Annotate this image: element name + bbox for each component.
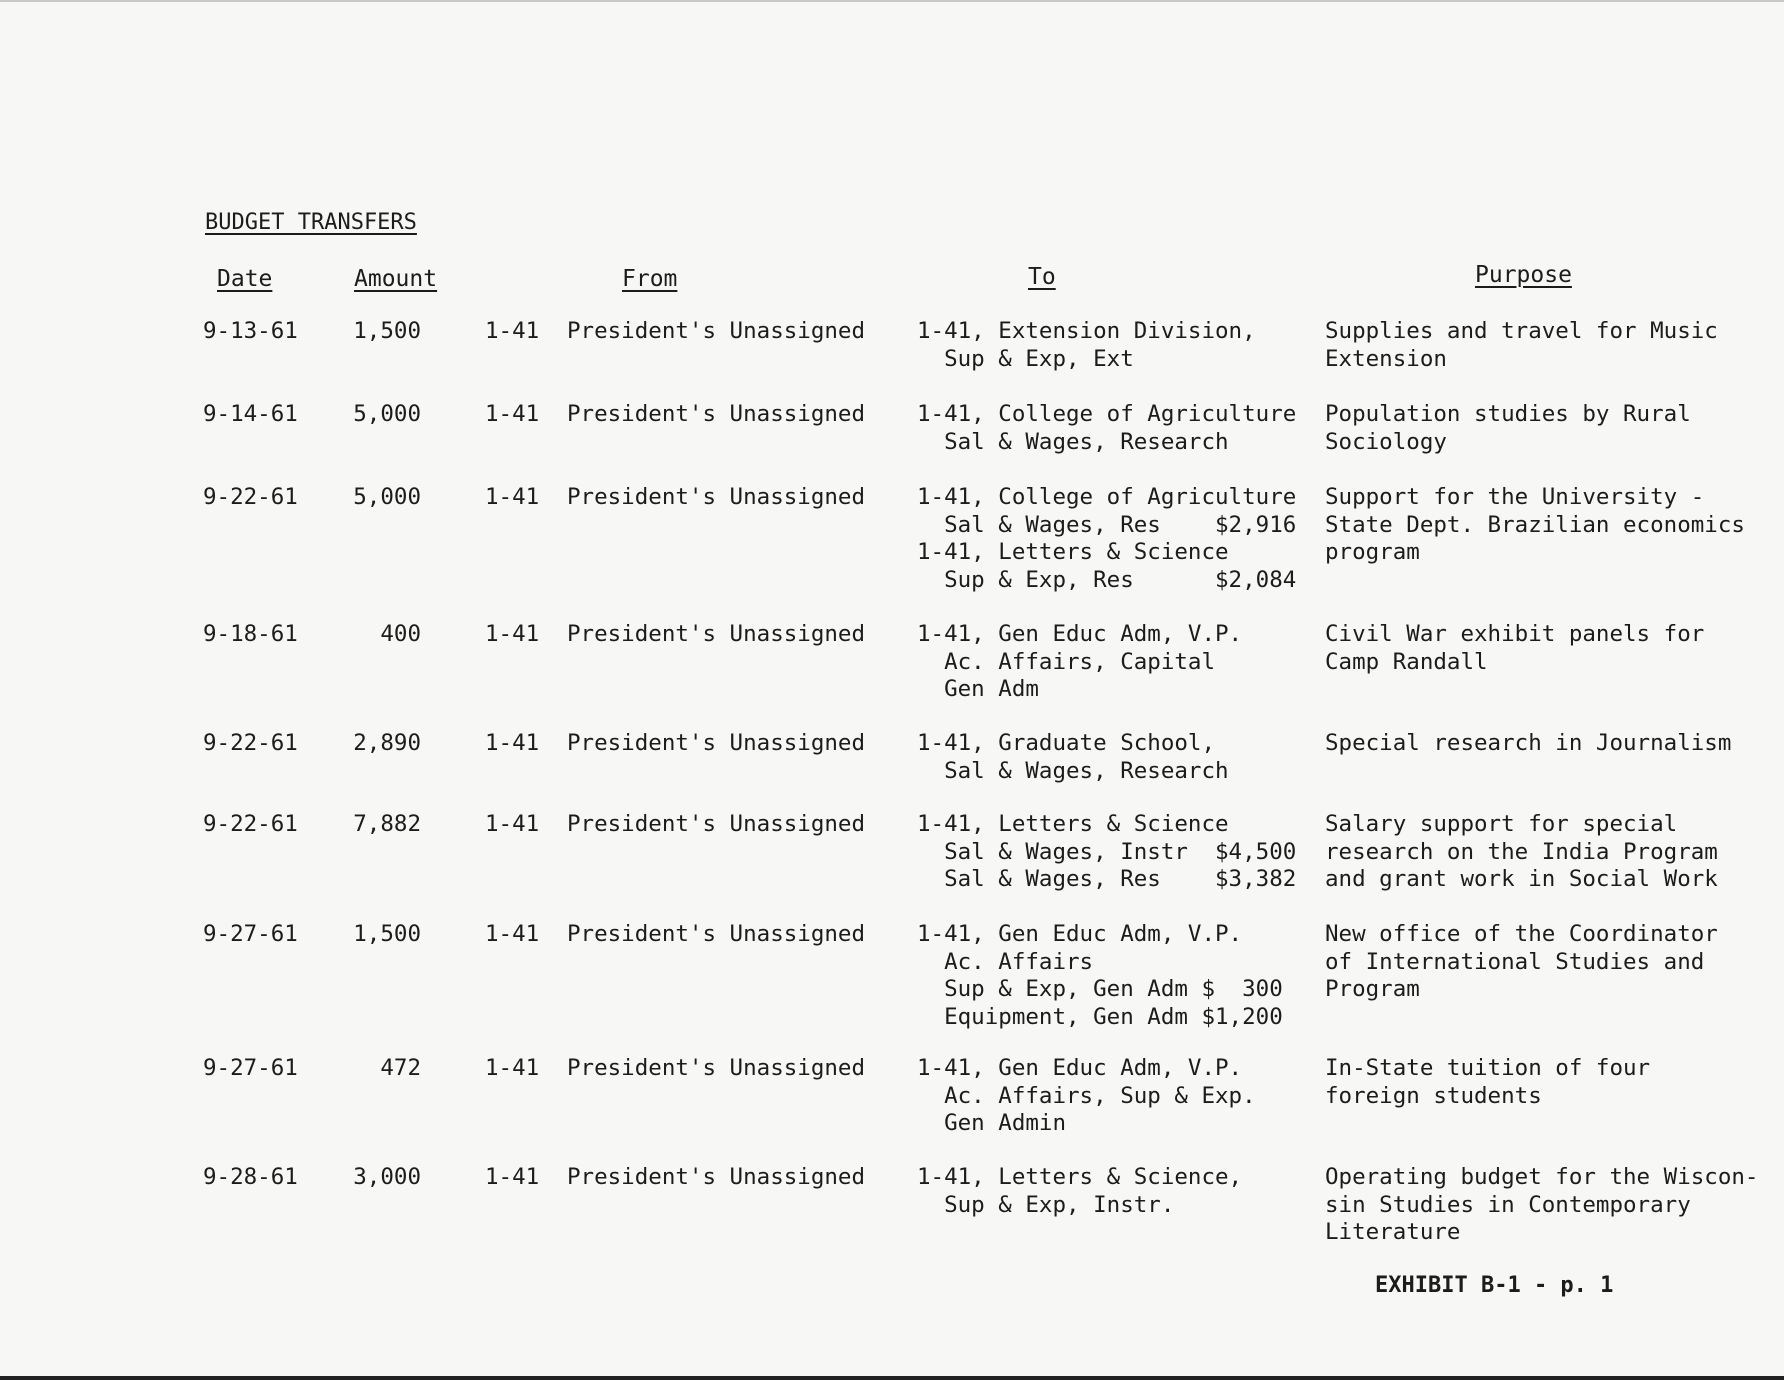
- purpose-line: and grant work in Social Work: [1325, 866, 1718, 892]
- transfer-date: 9-22-61: [203, 730, 298, 756]
- transfer-purpose: [1325, 401, 1691, 456]
- to-account-line: Sup & Exp, Ext: [917, 345, 1134, 372]
- purpose-line: State Dept. Brazilian economics: [1325, 511, 1745, 538]
- purpose-line: New office of the Coordinator: [1325, 921, 1718, 947]
- from-account-name: President's Unassigned: [567, 921, 866, 947]
- from-account-code: 1-41: [485, 401, 540, 427]
- column-header-purpose: Purpose: [1475, 262, 1572, 288]
- purpose-line: foreign students: [1325, 1082, 1542, 1109]
- from-account-name: President's Unassigned: [567, 1164, 866, 1190]
- to-account-line: 1-41, College of Agriculture: [917, 401, 1297, 427]
- to-account-line: 1-41, Extension Division,: [917, 318, 1256, 344]
- column-header-to: To: [1028, 264, 1056, 290]
- to-account-line: Sal & Wages, Research: [917, 428, 1229, 455]
- page-bottom-edge: [0, 1376, 1784, 1380]
- transfer-amount: 472: [380, 1055, 421, 1081]
- to-account-line: Gen Adm: [917, 676, 1039, 702]
- purpose-line: Support for the University -: [1325, 484, 1705, 510]
- purpose-line: Special research in Journalism: [1325, 730, 1732, 756]
- to-account: [917, 484, 1296, 594]
- to-account: [917, 621, 1242, 704]
- to-account-line: 1-41, Letters & Science,: [917, 1164, 1243, 1190]
- transfer-amount: 400: [380, 621, 421, 647]
- from-account-code: 1-41: [485, 730, 540, 756]
- transfer-purpose: [1325, 921, 1718, 1004]
- purpose-line: Civil War exhibit panels for: [1325, 621, 1705, 647]
- transfer-amount: 2,890: [353, 730, 421, 756]
- column-header-date: Date: [217, 266, 273, 292]
- purpose-line: Population studies by Rural: [1325, 401, 1691, 427]
- to-account-line: Sal & Wages, Res $3,382: [917, 866, 1297, 892]
- purpose-line: Literature: [1325, 1219, 1461, 1245]
- to-account-line: Sal & Wages, Res $2,916: [917, 511, 1297, 538]
- purpose-line: Salary support for special: [1325, 811, 1678, 837]
- to-account-line: Sup & Exp, Instr.: [917, 1191, 1175, 1218]
- transfer-purpose: [1325, 1164, 1758, 1247]
- transfer-date: 9-27-61: [203, 921, 298, 947]
- transfer-purpose: [1325, 1055, 1650, 1110]
- from-account-name: President's Unassigned: [567, 401, 866, 427]
- from-account-name: President's Unassigned: [567, 484, 866, 510]
- purpose-line: Camp Randall: [1325, 648, 1488, 675]
- from-account-name: President's Unassigned: [567, 730, 866, 756]
- to-account-line: 1-41, Letters & Science: [917, 811, 1229, 837]
- purpose-line: In-State tuition of four: [1325, 1055, 1651, 1081]
- purpose-line: Operating budget for the Wiscon-: [1325, 1164, 1759, 1190]
- transfer-purpose: [1325, 730, 1731, 758]
- transfer-purpose: [1325, 621, 1704, 676]
- from-account-code: 1-41: [485, 1164, 540, 1190]
- from-account-name: President's Unassigned: [567, 1055, 866, 1081]
- from-account-code: 1-41: [485, 621, 540, 647]
- to-account: [917, 730, 1229, 785]
- to-account-line: Ac. Affairs, Sup & Exp.: [917, 1082, 1256, 1109]
- column-header-amount: Amount: [354, 266, 438, 292]
- from-account-code: 1-41: [485, 318, 540, 344]
- purpose-line: Program: [1325, 976, 1420, 1002]
- purpose-line: program: [1325, 539, 1420, 565]
- from-account-name: President's Unassigned: [567, 318, 866, 344]
- purpose-line: Supplies and travel for Music: [1325, 318, 1718, 344]
- transfer-amount: 7,882: [353, 811, 421, 837]
- to-account-line: Sup & Exp, Res $2,084: [917, 566, 1297, 593]
- to-account-line: 1-41, College of Agriculture: [917, 484, 1297, 510]
- to-account-line: Sal & Wages, Instr $4,500: [917, 838, 1297, 865]
- from-account-code: 1-41: [485, 811, 540, 837]
- to-account: [917, 318, 1256, 373]
- to-account-line: 1-41, Gen Educ Adm, V.P.: [917, 1055, 1243, 1081]
- transfer-date: 9-14-61: [203, 401, 298, 427]
- to-account-line: Sup & Exp, Gen Adm $ 300: [917, 976, 1283, 1002]
- transfer-amount: 1,500: [353, 921, 421, 947]
- exhibit-footer: EXHIBIT B-1 - p. 1: [1375, 1273, 1614, 1298]
- transfer-purpose: [1325, 318, 1718, 373]
- transfer-amount: 1,500: [353, 318, 421, 344]
- transfer-date: 9-18-61: [203, 621, 298, 647]
- transfer-date: 9-27-61: [203, 1055, 298, 1081]
- transfer-amount: 5,000: [353, 401, 421, 427]
- to-account-line: Gen Admin: [917, 1110, 1067, 1136]
- to-account: [917, 1055, 1256, 1138]
- to-account-line: 1-41, Letters & Science: [917, 539, 1229, 565]
- transfer-purpose: [1325, 484, 1745, 567]
- transfer-date: 9-13-61: [203, 318, 298, 344]
- to-account-line: 1-41, Gen Educ Adm, V.P.: [917, 621, 1243, 647]
- purpose-line: Extension: [1325, 345, 1447, 372]
- to-account: [917, 921, 1283, 1031]
- to-account-line: 1-41, Graduate School,: [917, 730, 1216, 756]
- to-account-line: Ac. Affairs: [917, 948, 1094, 975]
- to-account-line: Equipment, Gen Adm $1,200: [917, 1003, 1283, 1030]
- transfer-purpose: [1325, 811, 1718, 894]
- purpose-line: research on the India Program: [1325, 838, 1718, 865]
- transfer-date: 9-22-61: [203, 811, 298, 837]
- purpose-line: Sociology: [1325, 428, 1447, 455]
- purpose-line: sin Studies in Contemporary: [1325, 1191, 1691, 1218]
- to-account-line: Ac. Affairs, Capital: [917, 648, 1216, 675]
- to-account: [917, 1164, 1242, 1219]
- from-account-code: 1-41: [485, 484, 540, 510]
- document-title: BUDGET TRANSFERS: [205, 210, 417, 235]
- transfer-date: 9-28-61: [203, 1164, 298, 1190]
- transfer-amount: 5,000: [353, 484, 421, 510]
- from-account-name: President's Unassigned: [567, 811, 866, 837]
- column-header-from: From: [622, 266, 678, 292]
- to-account: [917, 811, 1296, 894]
- to-account-line: Sal & Wages, Research: [917, 757, 1229, 784]
- purpose-line: of International Studies and: [1325, 948, 1705, 975]
- transfer-amount: 3,000: [353, 1164, 421, 1190]
- transfer-date: 9-22-61: [203, 484, 298, 510]
- from-account-code: 1-41: [485, 921, 540, 947]
- from-account-code: 1-41: [485, 1055, 540, 1081]
- from-account-name: President's Unassigned: [567, 621, 866, 647]
- page-top-edge: [0, 0, 1784, 2]
- to-account-line: 1-41, Gen Educ Adm, V.P.: [917, 921, 1243, 947]
- to-account: [917, 401, 1296, 456]
